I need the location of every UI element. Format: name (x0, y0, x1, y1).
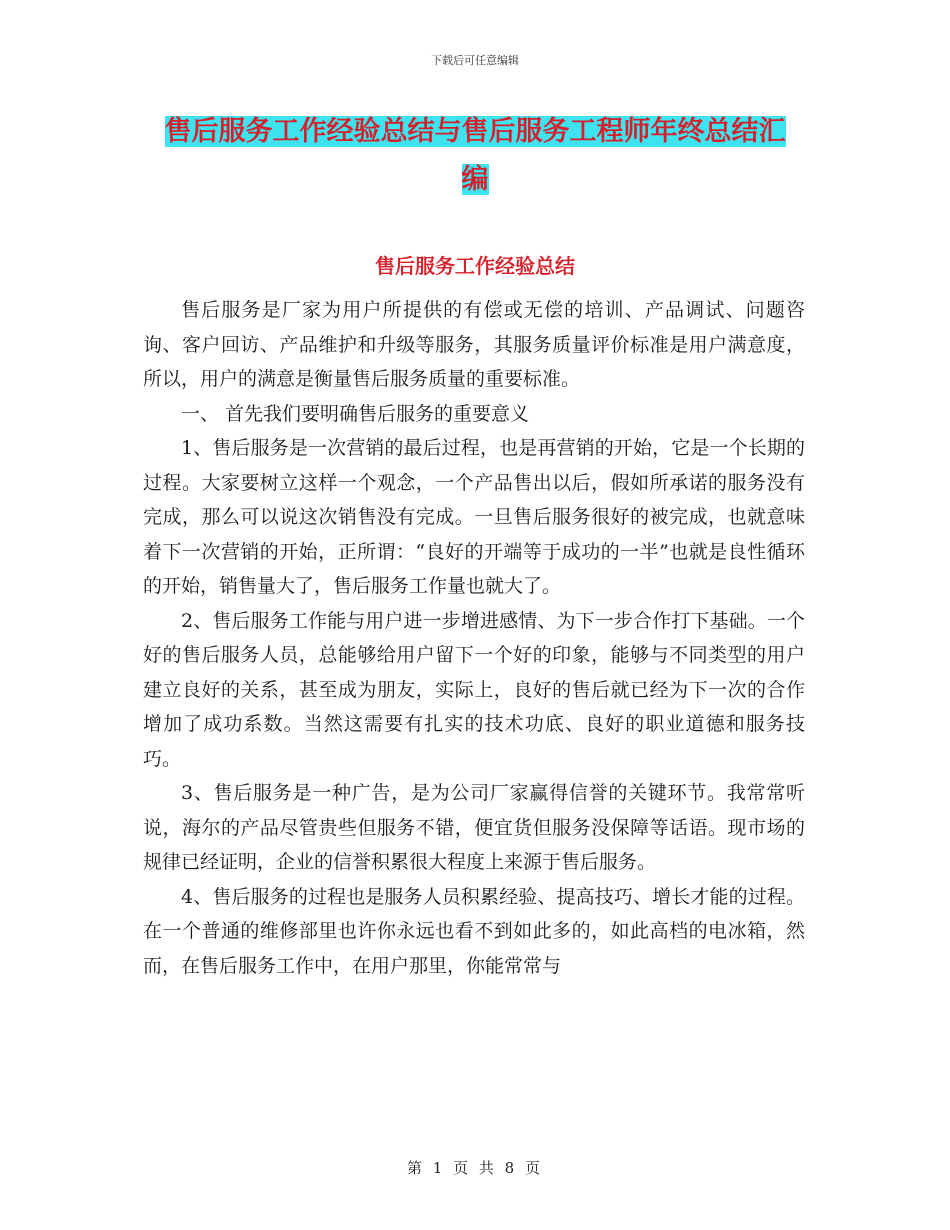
document-body (143, 293, 805, 983)
document-title-line2: 编 (461, 164, 489, 195)
paragraph-point-1: 1、售后服务是一次营销的最后过程，也是再营销的开始，它是一个长期的过程。大家要树立这样一个观念，一个产品售出以后，假如所承诺的服务没有完成，那么可以说这次销售没有完成。一旦售后服务很好的被完成，也就意味着下一次营销的开始，正所谓：“良好的开端等于成功的一半”也就是良性循环的开始，销售量大了，售后服务工作量也就大了。 (143, 437, 805, 597)
paragraph-outline-heading: 一、 首先我们要明确售后服务的重要意义 (181, 402, 530, 425)
paragraph-intro: 售后服务是厂家为用户所提供的有偿或无偿的培训、产品调试、问题咨询、客户回访、产品维护和升级等服务，其服务质量评价标准是用户满意度，所以，用户的满意是衡量售后服务质量的重要标准。 (143, 299, 805, 390)
document-title-line1: 售后服务工作经验总结与售后服务工程师年终总结汇 (164, 116, 786, 147)
header-note: 下载后可任意编辑 (431, 54, 519, 67)
paragraph-point-2: 2、售后服务工作能与用户进一步增进感情、为下一步合作打下基础。一个好的售后服务人员，总能够给用户留下一个好的印象，能够与不同类型的用户建立良好的关系，甚至成为朋友，实际上，良好的售后就已经为下一次的合作增加了成功系数。当然这需要有扎实的技术功底、良好的职业道德和服务技巧。 (143, 609, 805, 770)
section-title: 售后服务工作经验总结 (375, 254, 575, 278)
paragraph-point-4: 4、售后服务的过程也是服务人员积累经验、提高技巧、增长才能的过程。在一个普通的维修部里也许你永远也看不到如此多的，如此高档的电冰箱，然而，在售后服务工作中，在用户那里，你能常常与 (143, 885, 805, 977)
document-title (140, 108, 810, 204)
paragraph-point-3: 3、售后服务是一种广告，是为公司厂家赢得信誉的关键环节。我常常听说，海尔的产品尽管贵些但服务不错，便宜货但服务没保障等话语。现市场的规律已经证明，企业的信誉积累很大程度上来源于售后服务。 (143, 782, 805, 873)
page-footer: 第 1 页 共 8 页 (407, 1159, 543, 1177)
